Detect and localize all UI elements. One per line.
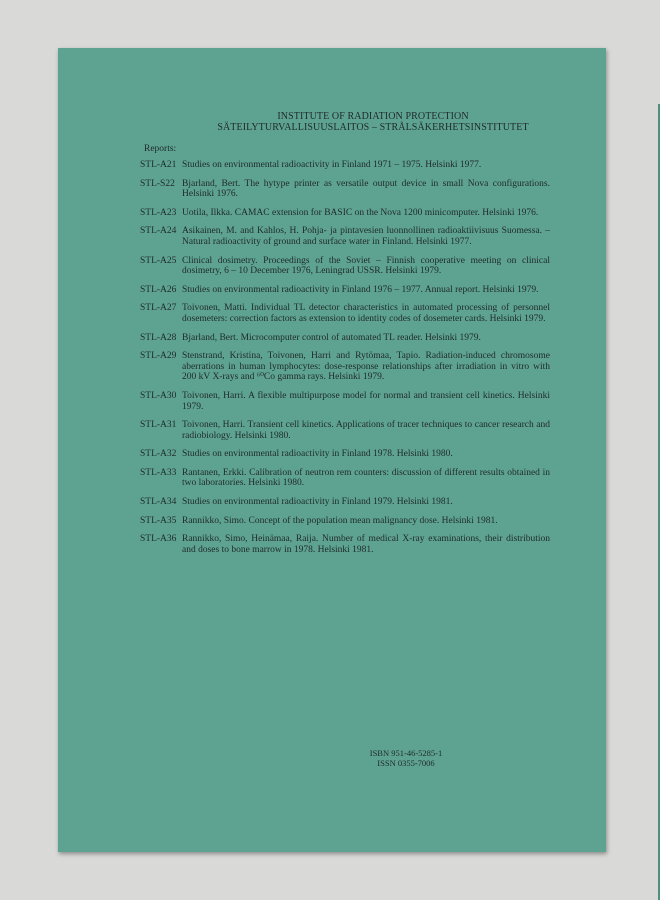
report-title: Studies on environmental radioactivity in Finland 1978. Helsinki 1980. <box>182 449 453 460</box>
report-entry <box>140 497 550 508</box>
isbn-text: ISBN 951-46-5285-1 <box>369 748 443 758</box>
report-entry <box>140 449 550 460</box>
report-entry <box>140 160 550 171</box>
report-code: STL-A31 <box>140 420 177 431</box>
report-entry <box>140 256 550 277</box>
report-code: STL-A24 <box>140 226 177 237</box>
report-entry <box>140 534 550 555</box>
report-code: STL-A23 <box>140 207 177 218</box>
identifier-block <box>356 748 456 768</box>
report-code: STL-A34 <box>140 497 177 508</box>
report-entry <box>140 303 550 324</box>
report-title: Toivonen, Matti. Individual TL detector characteristics in automated processing of personnel dosemeters: correction factors as extension to identity codes of dosemeter cards. Helsinki 1979. <box>182 303 550 324</box>
report-entry <box>140 179 550 200</box>
report-title: Toivonen, Harri. Transient cell kinetics. Applications of tracer techniques to cancer research and radiobiology. Helsinki 1980. <box>182 420 550 441</box>
report-code: STL-A21 <box>140 160 177 170</box>
report-entry <box>140 516 550 527</box>
report-title: Rannikko, Simo. Concept of the population mean malignancy dose. Helsinki 1981. <box>182 515 498 526</box>
report-code: STL-A36 <box>140 534 177 545</box>
booklet-back-cover <box>58 48 606 852</box>
report-code: STL-A32 <box>140 449 177 460</box>
report-title: Uotila, Ilkka. CAMAC extension for BASIC on the Nova 1200 minicomputer. Helsinki 1976. <box>182 207 539 218</box>
report-title: Stenstrand, Kristina, Toivonen, Harri and Rytömaa, Tapio. Radiation-induced chromosome aberrations in human lymphocytes: dose-response relationships after irradiation in vitro with 200 kV X-rays and ⁶⁰Co gamma rays. Helsinki 1979. <box>182 351 550 383</box>
report-entry <box>140 351 550 383</box>
institute-header <box>196 111 550 133</box>
report-entry <box>140 285 550 296</box>
report-code: STL-A27 <box>140 303 177 314</box>
cover-content <box>140 48 550 563</box>
reports-label: Reports: <box>144 144 177 154</box>
report-code: STL-A29 <box>140 351 177 362</box>
report-entry <box>140 208 550 219</box>
report-entry <box>140 391 550 412</box>
report-code: STL-A35 <box>140 515 177 526</box>
report-code: STL-S22 <box>140 178 175 189</box>
report-code: STL-A30 <box>140 390 177 401</box>
report-title: Rannikko, Simo, Heinämaa, Raija. Number of medical X-ray examinations, their distribution and doses to bone marrow in 1978. Helsinki 1981. <box>182 534 550 555</box>
report-code: STL-A25 <box>140 255 177 266</box>
report-list <box>140 160 550 555</box>
report-title: Rantanen, Erkki. Calibration of neutron rem counters: discussion of different results obtained in two laboratories. Helsinki 1980. <box>182 467 550 489</box>
report-code: STL-A33 <box>140 467 177 478</box>
report-title: Bjarland, Bert. The hytype printer as versatile output device in small Nova configurations. Helsinki 1976. <box>182 178 550 200</box>
report-title: Studies on environmental radioactivity in Finland 1976 – 1977. Annual report. Helsinki 1979. <box>182 284 539 295</box>
report-title: Bjarland, Bert. Microcomputer control of automated TL reader. Helsinki 1979. <box>182 332 481 343</box>
report-title: Toivonen, Harri. A flexible multipurpose model for normal and transient cell kinetics. Helsinki 1979. <box>182 390 550 412</box>
report-entry <box>140 333 550 344</box>
report-entry <box>140 226 550 247</box>
report-title: Studies on environmental radioactivity in Finland 1971 – 1975. Helsinki 1977. <box>182 160 482 170</box>
report-title: Studies on environmental radioactivity in Finland 1979. Helsinki 1981. <box>182 497 453 508</box>
report-entry <box>140 420 550 441</box>
report-code: STL-A26 <box>140 284 177 295</box>
report-entry <box>140 468 550 489</box>
report-title: Asikainen, M. and Kahlos, H. Pohja- ja pintavesien luonnollinen radioaktiivisuus Suomessa. – Natural radioactivity of ground and surface water in Finland. Helsinki 1977. <box>182 226 550 247</box>
report-code: STL-A28 <box>140 332 177 343</box>
report-title: Clinical dosimetry. Proceedings of the Soviet – Finnish cooperative meeting on clinical dosimetry, 6 – 10 December 1976, Leningrad USSR. Helsinki 1979. <box>182 255 550 277</box>
issn-text: ISSN 0355-7006 <box>377 758 435 768</box>
institute-name-fi-sv: SÄTEILYTURVALLISUUSLAITOS – STRÅLSÄKERHETSINSTITUTET <box>217 122 529 133</box>
institute-name-en: INSTITUTE OF RADIATION PROTECTION <box>277 111 469 122</box>
